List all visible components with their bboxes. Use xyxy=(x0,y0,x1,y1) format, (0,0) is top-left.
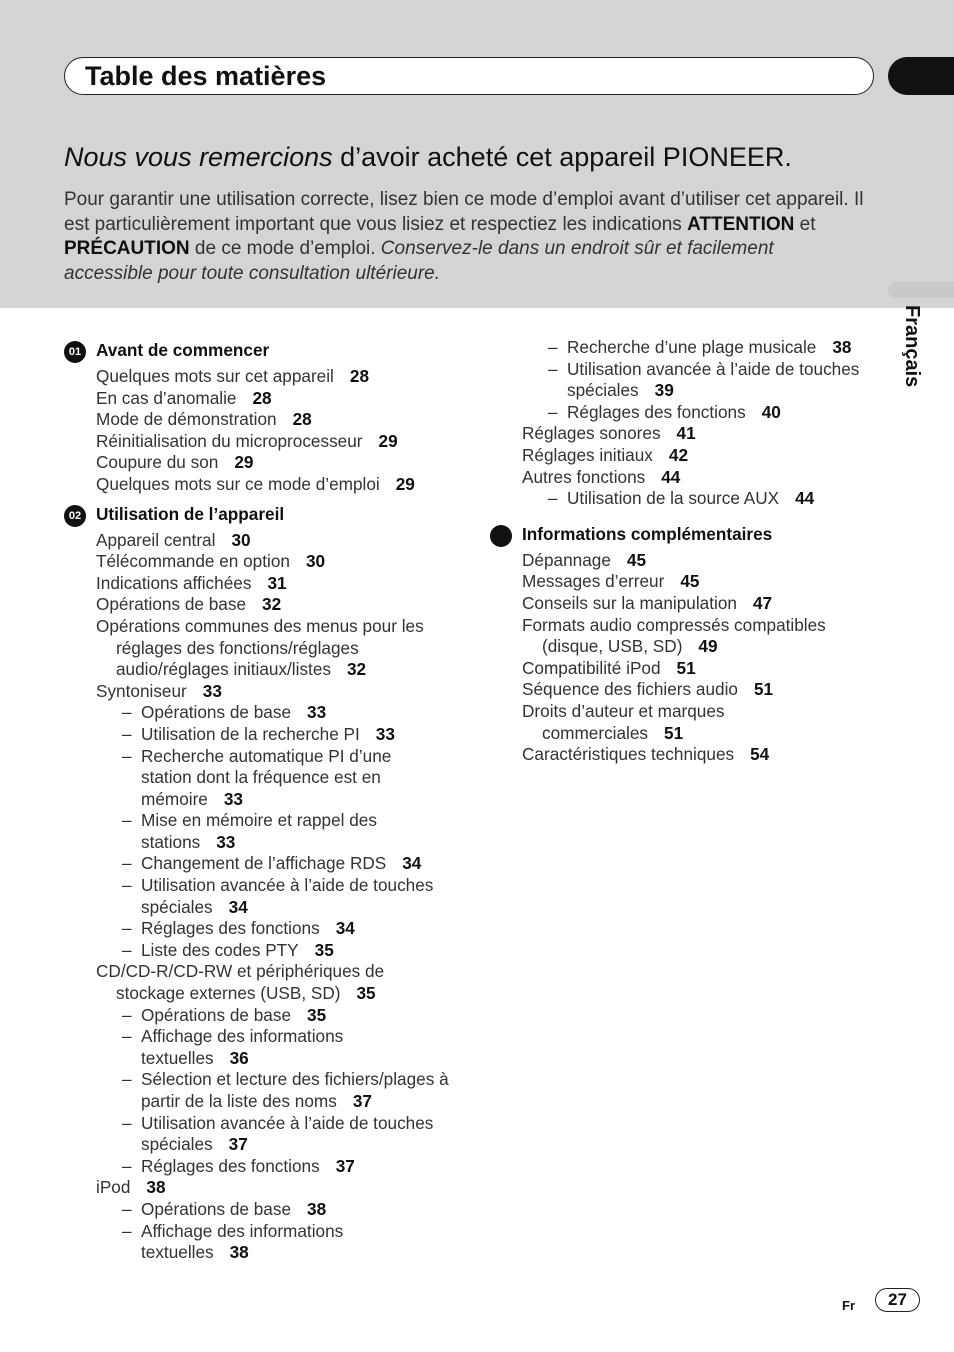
toc-subentry[interactable]: – Affichage des informations textuelles 38 xyxy=(122,1220,344,1263)
toc-entry[interactable]: Autres fonctions 44 xyxy=(522,466,681,487)
toc-subentry[interactable]: – Réglages des fonctions 40 xyxy=(548,401,781,422)
toc-entry[interactable]: iPod 38 xyxy=(96,1177,166,1198)
toc-subentry[interactable]: – Opérations de base 33 xyxy=(122,702,327,723)
toc-entry[interactable]: Indications affichées 31 xyxy=(96,572,287,593)
toc-entry[interactable]: Mode de démonstration 28 xyxy=(96,409,312,430)
intro-italic: Conservez-le dans un endroit sûr et facilement accessible pour toute consultation ultérieure. xyxy=(64,238,774,284)
intro-text-3: de ce mode d’emploi. xyxy=(189,238,381,259)
toc-entry[interactable]: Coupure du son 29 xyxy=(96,452,254,473)
toc-entry[interactable]: Séquence des fichiers audio 51 xyxy=(522,679,774,700)
section-title[interactable]: Avant de commencer xyxy=(96,340,270,360)
toc-subentry[interactable]: – Affichage des informations textuelles 36 xyxy=(122,1026,344,1068)
side-tab-decoration xyxy=(888,282,954,298)
toc-subentry[interactable]: – Mise en mémoire et rappel des stations 33 xyxy=(122,810,377,852)
toc-entry[interactable]: Compatibilité iPod 51 xyxy=(522,657,696,678)
toc-entry[interactable]: Réinitialisation du microprocesseur 29 xyxy=(96,430,398,451)
toc-section-3 xyxy=(490,524,880,766)
toc-subentry[interactable]: – Liste des codes PTY 35 xyxy=(122,939,334,960)
toc-subentry[interactable]: – Sélection et lecture des fichiers/plages à partir de la liste des noms 37 xyxy=(122,1069,449,1111)
intro-bold-attention: ATTENTION xyxy=(687,213,795,235)
toc-subentry[interactable]: – Utilisation de la recherche PI 33 xyxy=(122,723,395,744)
toc-section-1 xyxy=(64,340,464,496)
intro-text-1: Pour garantir une utilisation correcte, lisez bien ce mode d’emploi avant d’utiliser cet appareil. Il est particulièrement important que vous lisiez et respectiez les indications xyxy=(64,189,864,235)
language-side-label: Français xyxy=(901,305,923,388)
intro-text-2: et xyxy=(794,213,816,235)
toc-subentry[interactable]: – Changement de l’affichage RDS 34 xyxy=(122,853,422,874)
toc-entry[interactable]: CD/CD-R/CD-RW et périphériques de stockage externes (USB, SD) 35 xyxy=(96,961,385,1004)
page-number: 27 xyxy=(875,1288,920,1312)
headline-rest: d’avoir acheté cet appareil PIONEER. xyxy=(332,142,792,172)
footer-language: Fr xyxy=(842,1298,855,1313)
toc-section-2 xyxy=(64,504,464,1264)
section-title[interactable]: Informations complémentaires xyxy=(522,523,773,544)
toc-right-column xyxy=(490,337,880,774)
headline xyxy=(64,142,792,173)
toc-entry[interactable]: Réglages initiaux 42 xyxy=(522,444,689,465)
toc-entry[interactable]: Messages d’erreur 45 xyxy=(522,571,700,592)
toc-subentry[interactable]: – Opérations de base 35 xyxy=(122,1004,327,1025)
toc-entry[interactable]: Télécommande en option 30 xyxy=(96,551,326,572)
section-badge-dot xyxy=(490,525,512,547)
toc-entry[interactable]: Quelques mots sur ce mode d’emploi 29 xyxy=(96,473,415,494)
toc-subentry[interactable]: – Recherche d’une plage musicale 38 xyxy=(548,337,852,357)
toc-subentry[interactable]: – Utilisation avancée à l’aide de touches spéciales 34 xyxy=(122,875,434,917)
toc-subentry[interactable]: – Utilisation de la source AUX 44 xyxy=(548,488,815,509)
toc-subentry[interactable]: – Opérations de base 38 xyxy=(122,1198,327,1219)
intro-paragraph xyxy=(64,188,864,286)
header-tab-decoration xyxy=(888,57,954,95)
page-title: Table des matières xyxy=(85,61,327,91)
toc-subentry[interactable]: – Réglages des fonctions 34 xyxy=(122,918,355,939)
toc-section-2-continued xyxy=(490,337,880,510)
section-badge: 02 xyxy=(64,505,86,527)
toc-entry[interactable]: Caractéristiques techniques 54 xyxy=(522,744,770,765)
toc-entry[interactable]: Opérations de base 32 xyxy=(96,594,282,615)
toc-entry[interactable]: Dépannage 45 xyxy=(522,549,647,570)
toc-left-column xyxy=(64,340,464,1272)
toc-entry[interactable]: Conseils sur la manipulation 47 xyxy=(522,592,773,613)
header-bar xyxy=(64,57,874,95)
toc-subentry[interactable]: – Recherche automatique PI d’une station dont la fréquence est en mémoire 33 xyxy=(122,745,392,809)
toc-entry[interactable]: Syntoniseur 33 xyxy=(96,680,222,701)
section-badge: 01 xyxy=(64,341,86,363)
section-title[interactable]: Utilisation de l’appareil xyxy=(96,503,285,524)
intro-bold-precaution: PRÉCAUTION xyxy=(64,238,190,259)
toc-entry[interactable]: En cas d’anomalie 28 xyxy=(96,387,272,408)
headline-italic: Nous vous remercions xyxy=(64,142,333,172)
toc-entry[interactable]: Quelques mots sur cet appareil 28 xyxy=(96,366,370,386)
toc-entry[interactable]: Réglages sonores 41 xyxy=(522,423,696,444)
toc-subentry[interactable]: – Réglages des fonctions 37 xyxy=(122,1155,355,1176)
toc-entry[interactable]: Droits d’auteur et marques commerciales 51 xyxy=(522,700,725,743)
toc-subentry[interactable]: – Utilisation avancée à l’aide de touches spéciales 37 xyxy=(122,1112,434,1155)
toc-subentry[interactable]: – Utilisation avancée à l’aide de touches spéciales 39 xyxy=(548,358,860,401)
toc-entry[interactable]: Formats audio compressés compatibles (disque, USB, SD) 49 xyxy=(522,614,826,657)
toc-entry[interactable]: Appareil central 30 xyxy=(96,529,251,550)
toc-entry[interactable]: Opérations communes des menus pour les réglages des fonctions/réglages audio/réglages initiaux/listes 32 xyxy=(96,615,424,680)
